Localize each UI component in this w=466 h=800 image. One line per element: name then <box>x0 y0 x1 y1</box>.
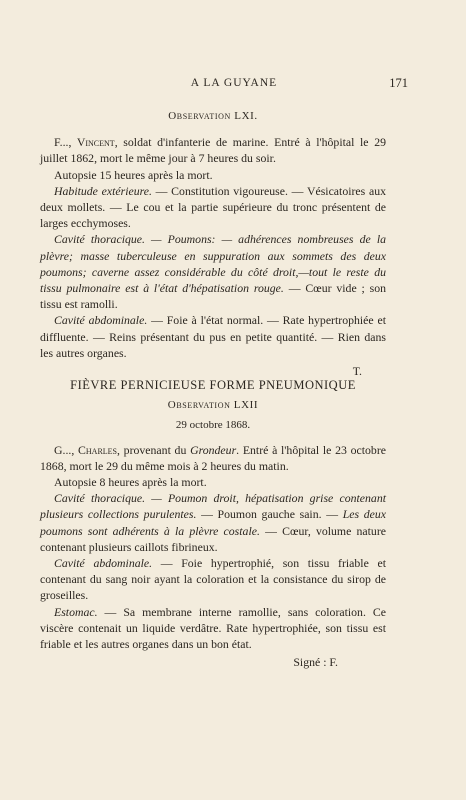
observation-61-thorax <box>40 231 386 312</box>
observation-62-heading: Observation LXII <box>167 399 259 412</box>
observation-62-autopsy: Autopsie 8 heures après la mort. <box>54 475 207 490</box>
observation-61-patient <box>40 134 386 166</box>
abdomen-text: — Foie à l'état normal. — Rate hypertrophiée et diffluente. — Reins présentant du pus en petite quantité. — Rien dans les autres organes. <box>40 313 386 360</box>
thorax-text: — Cœur, volume nature contenant plusieurs caillots fibrineux. <box>40 523 386 554</box>
observation-62-patient <box>40 442 386 474</box>
exterior-text: — Constitution vigoureuse. — Vésicatoires aux deux mollets. — Le cou et la partie supérieure du tronc présentent de larges ecchymoses. <box>40 183 386 231</box>
exterior-label: Habitude extérieure. <box>54 183 152 198</box>
observation-61 <box>40 108 386 379</box>
patient-name: F..., Vincent, <box>54 135 118 150</box>
observation-61-exterior <box>40 183 386 232</box>
patient-origin: provenant du <box>119 442 191 457</box>
observation-61-initial: T. <box>352 364 362 379</box>
abdomen-label: Cavité abdominale. <box>54 313 148 328</box>
chapter-title: FIÈVRE PERNICIEUSE FORME PNEUMONIQUE <box>70 378 356 392</box>
abdomen-text: — Foie hypertrophié, son tissu friable et contenant du sang noir ayant la coloration et la consistance du sirop de groseilles. <box>40 556 386 603</box>
stomach-label: Estomac. <box>54 604 98 619</box>
thorax-mid: — Poumon gauche sain. — <box>196 507 343 522</box>
thorax-italic: Cavité thoracique. — Poumon droit, hépatisation grise contenant plusieurs collections purulentes. <box>40 491 386 522</box>
patient-details: . Entré à l'hôpital le 23 octobre 1868, mort le 29 du même mois à 2 heures du matin. <box>40 442 386 473</box>
patient-name: G..., Charles, <box>54 442 120 457</box>
observation-61-autopsy: Autopsie 15 heures après la mort. <box>54 167 213 182</box>
thorax-text: — Cœur vide ; son tissu est ramolli. <box>40 281 387 312</box>
observation-62 <box>40 371 386 670</box>
observation-62-thorax <box>40 490 386 555</box>
observation-62-date: 29 octobre 1868. <box>175 419 251 432</box>
ship-name: Grondeur <box>190 442 237 457</box>
observation-62-signature: Signé : F. <box>293 655 338 670</box>
running-header <box>60 77 408 93</box>
observation-62-abdomen <box>40 555 386 604</box>
running-title: A LA GUYANE <box>190 77 278 89</box>
abdomen-label: Cavité abdominale. <box>54 556 153 571</box>
observation-61-abdomen <box>40 312 386 361</box>
observation-62-stomach <box>40 604 386 653</box>
observation-61-heading: Observation LXI. <box>168 110 258 122</box>
page-number: 171 <box>389 76 408 90</box>
thorax-italic-2: Les deux poumons sont adhérents à la plèvre costale. <box>40 507 387 538</box>
thorax-italic: Cavité thoracique. — Poumons: — adhérences nombreuses de la plèvre; masse tuberculeuse en suppuration aux sommets des deux poumons; caverne assez considérable du côté droit,—tout le reste du tissu pulmonaire est à l'état d'hépatisation rouge. <box>40 232 386 296</box>
patient-details: soldat d'infanterie de marine. Entré à l'hôpital le 29 juillet 1862, mort le même jour à 7 heures du soir. <box>40 135 386 166</box>
stomach-text: — Sa membrane interne ramollie, sans coloration. Ce viscère contenait un liquide verdâtre. Rate hypertrophiée, son tissu est friable et les autres organes dans un bon état. <box>40 604 386 652</box>
